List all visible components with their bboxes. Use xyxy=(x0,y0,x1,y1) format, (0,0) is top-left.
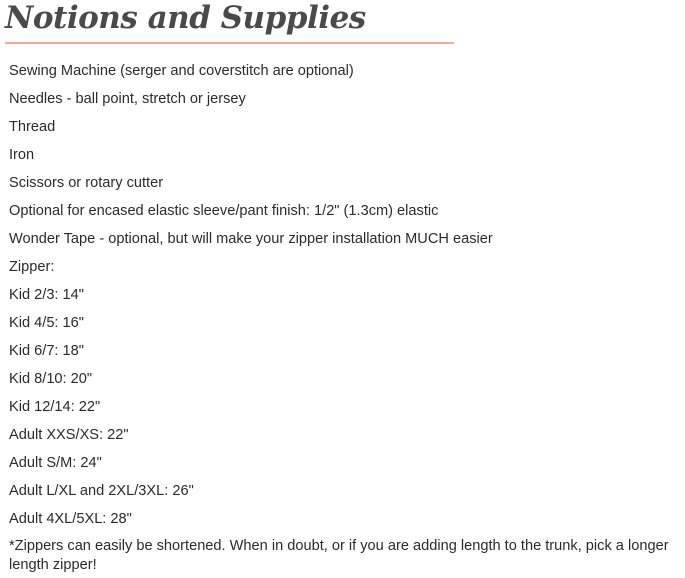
list-item: Kid 12/14: 22" xyxy=(9,399,101,415)
section-heading: Notions and Supplies xyxy=(5,0,366,36)
zipper-note: *Zippers can easily be shortened. When in doubt, or if you are adding length to the trunk, pick a longer length zipper! xyxy=(9,538,669,573)
list-item: Kid 2/3: 14" xyxy=(9,287,84,303)
list-item: Kid 8/10: 20" xyxy=(9,371,93,387)
supply-list xyxy=(9,57,681,533)
list-item: Adult 4XL/5XL: 28" xyxy=(9,511,132,527)
list-item: Kid 4/5: 16" xyxy=(9,315,84,331)
list-item: Wonder Tape - optional, but will make your zipper installation MUCH easier xyxy=(9,231,493,247)
list-item: Iron xyxy=(9,147,35,163)
list-item: Adult XXS/XS: 22" xyxy=(9,427,129,443)
heading-underline xyxy=(5,42,454,44)
list-item: Adult S/M: 24" xyxy=(9,455,102,471)
list-item: Optional for encased elastic sleeve/pant finish: 1/2" (1.3cm) elastic xyxy=(9,203,439,219)
list-item: Kid 6/7: 18" xyxy=(9,343,84,359)
list-item: Thread xyxy=(9,119,56,135)
list-item: Zipper: xyxy=(9,259,55,275)
list-item: Needles - ball point, stretch or jersey xyxy=(9,91,246,107)
list-item: Sewing Machine (serger and coverstitch are optional) xyxy=(9,63,354,79)
list-item: Adult L/XL and 2XL/3XL: 26" xyxy=(9,483,194,499)
list-item: Scissors or rotary cutter xyxy=(9,175,164,191)
